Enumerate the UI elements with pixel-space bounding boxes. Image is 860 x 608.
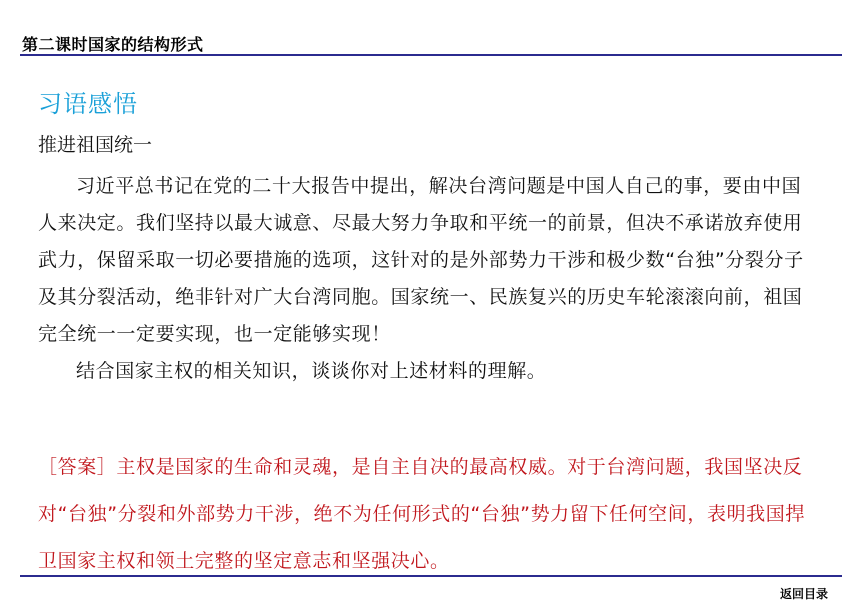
material-body	[38, 168, 816, 390]
topic-title: 推进祖国统一	[38, 134, 153, 156]
page-title: 第二课时国家的结构形式	[22, 35, 204, 54]
footer-divider	[20, 575, 842, 577]
section-heading: 习语感悟	[38, 90, 138, 118]
material-paragraph: 习近平总书记在党的二十大报告中提出，解决台湾问题是中国人自己的事，要由中国人来决定。我们坚持以最大诚意、尽最大努力争取和平统一的前景，但决不承诺放弃使用武力，保留采取一切必要措施的选项，这针对的是外部势力干涉和极少数“台独”分裂分子及其分裂活动，绝非针对广大台湾同胞。国家统一、民族复兴的历史车轮滚滚向前，祖国完全统一一定要实现，也一定能够实现！	[38, 175, 804, 345]
back-to-contents-link[interactable]: 返回目录	[779, 587, 828, 601]
question-paragraph: 结合国家主权的相关知识，谈谈你对上述材料的理解。	[76, 360, 547, 382]
answer-text: ［答案］主权是国家的生命和灵魂，是自主自决的最高权威。对于台湾问题，我国坚决反对“台独”分裂和外部势力干涉，绝不为任何形式的“台独”势力留下任何空间，表明我国捍卫国家主权和领土完整的坚定意志和坚强决心。	[38, 456, 805, 572]
header-divider	[20, 54, 842, 56]
